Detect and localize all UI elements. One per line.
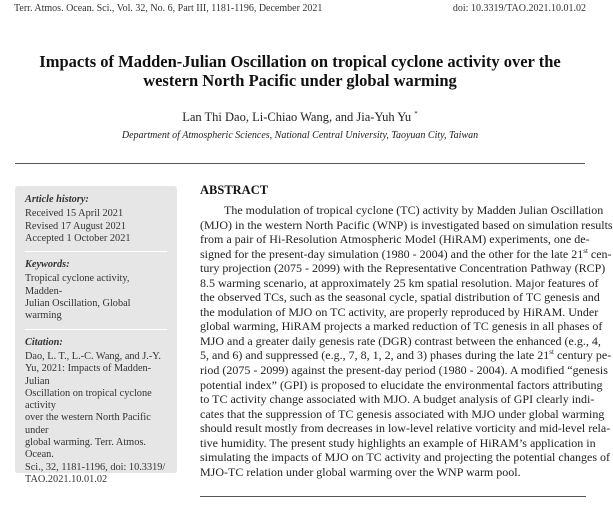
affiliation: Department of Atmospheric Sciences, National Central University, Taoyuan City, Taiwan: [121, 130, 479, 141]
text: 5, and 6) and suppressed (e.g., 7, 8, 1, 2, and 3) phases during the late 21: [200, 348, 550, 363]
abstract-line: [200, 348, 612, 363]
superscript: st: [549, 348, 554, 357]
abstract-line: cates that the suppression of TC genesis associated with MJO under global warming: [200, 406, 605, 421]
text: cen-: [587, 246, 612, 261]
abstract-line: from a pair of Hi-Resolution Atmospheric Model (HiRAM) experiments, one de-: [200, 232, 590, 247]
divider: [25, 251, 167, 252]
abstract-line: the observed TCs, such as the seasonal cycle, spatial distribution of TC genesis and: [200, 290, 600, 305]
title-line: western North Pacific under global warming: [143, 71, 457, 90]
citation-line: Sci., 32, 1181-1196, doi: 10.3319/: [25, 461, 166, 473]
keywords-title: Keywords:: [25, 259, 70, 271]
abstract-line: MJO and a greater daily genesis rate (DGR) contrast between the enhanced (e.g., 4,: [200, 333, 601, 348]
abstract-line: the modulation of MJO on TC activity, are properly reproduced by HiRAM. Under: [200, 304, 599, 319]
superscript: st: [583, 246, 588, 255]
abstract-line: riod (2075 - 2099) against the present-day period (1980 - 2004). A modified “genesis: [200, 363, 608, 378]
citation-line: global warming. Terr. Atmos. Ocean.: [25, 437, 146, 461]
abstract-body: [200, 203, 613, 479]
authors: [0, 110, 600, 125]
abstract-line: simulating the impacts of MJO on TC activity and projecting the potential changes of: [200, 450, 611, 465]
history-item: Accepted 1 October 2021: [25, 232, 131, 244]
abstract-line: tive humidity. The present study highlights an example of HiRAM’s application in: [200, 435, 596, 450]
citation-line: over the western North Pacific under: [25, 412, 151, 436]
text: century pe-: [553, 348, 612, 363]
history-item: Revised 17 August 2021: [25, 220, 126, 232]
abstract-line: The modulation of tropical cyclone (TC) activity by Madden Julian Oscillation: [224, 203, 604, 217]
abstract-heading: ABSTRACT: [200, 183, 269, 197]
journal-citation-header: Terr. Atmos. Ocean. Sci., Vol. 32, No. 6, Part III, 1181-1196, December 2021: [14, 3, 323, 14]
doi-header: doi: 10.3319/TAO.2021.10.01.02: [452, 3, 586, 14]
abstract-line: 8.5 warming scenario, at approximately 25 km spatial resolution. Major features of: [200, 275, 599, 290]
citation-title: Citation:: [25, 336, 63, 348]
abstract-line: to TC activity change associated with MJO. A budget analysis of GPI clearly indi-: [200, 392, 595, 407]
citation-line: Oscillation on tropical cyclone activity: [25, 387, 152, 412]
abstract-line: MJO-TC relation under global warming over the WNP warm pool.: [200, 464, 521, 479]
abstract-line: potential index” (GPI) is proposed to elucidate the environmental factors attributing: [200, 377, 603, 392]
abstract-line: tury projection (2075 - 2099) with the Representative Concentration Pathway (RCP): [200, 261, 606, 276]
history-item: Received 15 April 2021: [25, 208, 124, 220]
keywords-line: Julian Oscillation, Global warming: [25, 298, 131, 322]
citation-line: Dao, L. T., L.-C. Wang, and J.-Y.: [25, 350, 161, 362]
citation-line: Yu, 2021: Impacts of Madden-Julian: [25, 363, 152, 387]
keywords: [15, 259, 177, 322]
abstract-line: [200, 246, 612, 262]
keywords-line: Tropical cyclone activity, Madden-: [25, 273, 130, 297]
text: signed for the present-day simulation (1980 - 2004) and the other for the late 21: [200, 246, 584, 261]
citation: [15, 337, 177, 487]
paper-title: [0, 52, 600, 90]
author-names: Lan Thi Dao, Li-Chiao Wang, and Jia-Yuh Yu: [182, 110, 412, 124]
divider: [25, 329, 167, 330]
article-info-box: [15, 186, 177, 485]
abstract-line: should result mostly from decreases in low-level relative vorticity and mid-level rela-: [200, 421, 611, 436]
abstract-line: global warming, HiRAM projects a marked reduction of TC genesis in all phases of: [200, 319, 603, 334]
bottom-divider: [200, 496, 586, 497]
title-line: Impacts of Madden-Julian Oscillation on tropical cyclone activity over the: [39, 52, 561, 71]
citation-line: TAO.2021.10.01.02: [25, 473, 108, 485]
history-title: Article history:: [25, 194, 89, 205]
article-history: [15, 186, 177, 245]
corresponding-author-mark: *: [414, 109, 418, 118]
top-divider: [15, 163, 585, 164]
abstract-line: (MJO) in the western North Pacific (WNP) is investigated based on simulation results: [200, 217, 613, 232]
